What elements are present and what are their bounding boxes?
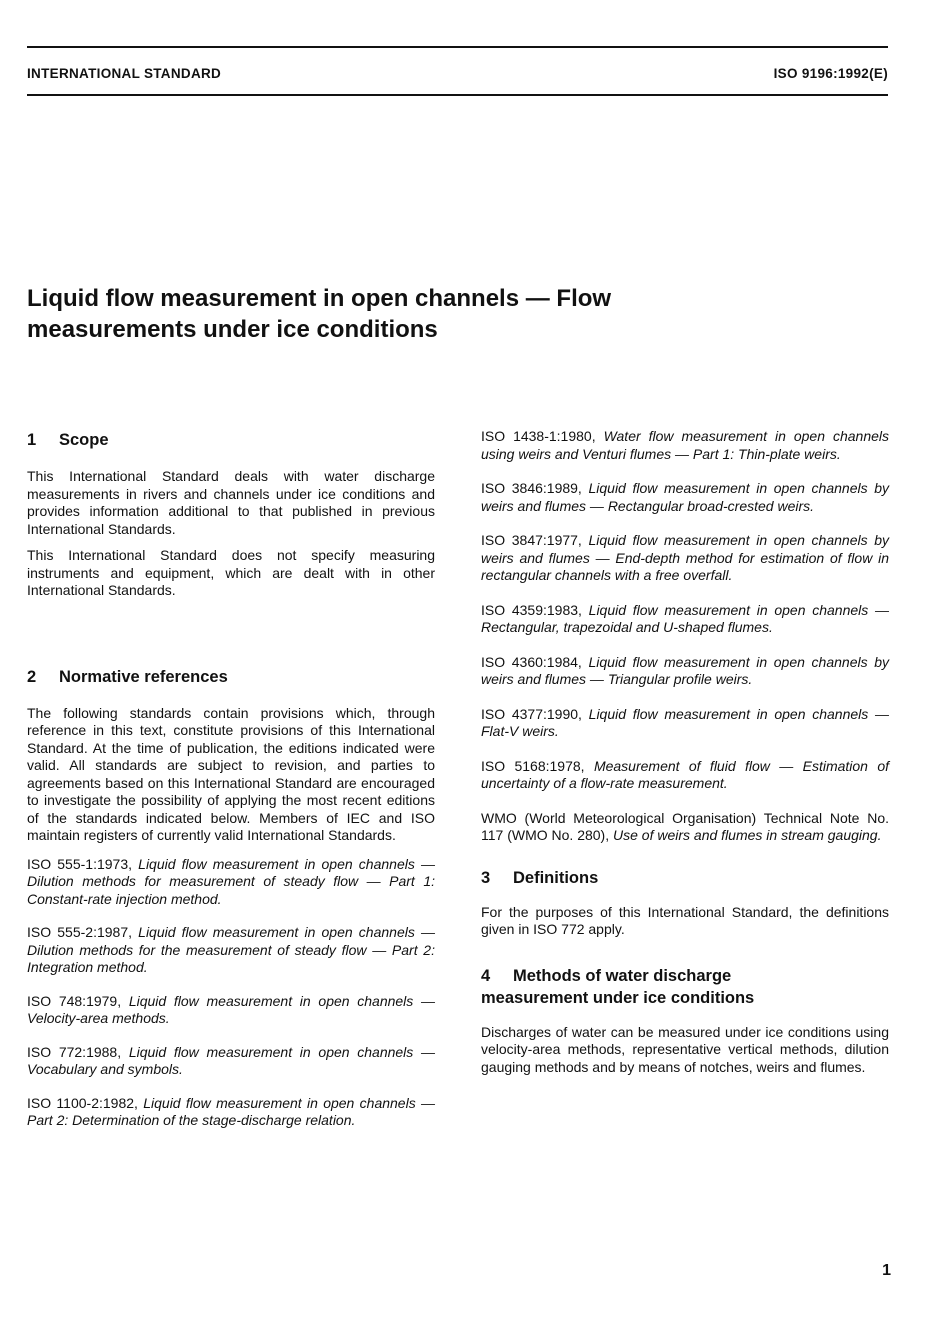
reference-title: Liquid flow measurement in open channels — Velocity-area methods. <box>27 992 436 1026</box>
header-bottom-rule <box>27 94 888 96</box>
reference-item <box>481 532 889 585</box>
section-number: 4 <box>481 966 491 985</box>
reference-item <box>481 428 889 463</box>
reference-code: ISO 5168:1978, <box>481 757 585 774</box>
reference-item <box>27 1044 435 1079</box>
reference-code: ISO 3847:1977, <box>481 532 582 548</box>
title-line-2: measurements under ice conditions <box>27 316 438 343</box>
reference-title: Measurement of fluid flow — Estimation of uncertainty of a flow-rate measurement. <box>481 757 890 791</box>
section-title-line-1: Methods of water discharge <box>513 966 732 985</box>
reference-title: Use of weirs and flumes in stream gauging. <box>613 827 882 843</box>
reference-item <box>27 856 435 909</box>
reference-code: WMO (World Meteorological Organisation) Technical Note No. 117 (WMO No. 280), <box>481 809 889 843</box>
reference-item <box>481 480 889 515</box>
reference-title: Liquid flow measurement in open channels by weirs and flumes — Triangular profile weirs. <box>481 653 890 687</box>
section-number: 3 <box>481 868 491 887</box>
reference-code: ISO 4377:1990, <box>481 705 582 722</box>
reference-code: ISO 555-1:1973, <box>27 855 132 872</box>
scope-paragraph-1: This International Standard deals with water discharge measurements in rivers and channels under ice conditions and provides information additional to that published in previous International Standards. <box>27 468 435 537</box>
scope-paragraph-2: This International Standard does not specify measuring instruments and equipment, which are dealt with in other International Standards. <box>27 547 435 598</box>
title-line-1: Liquid flow measurement in open channels — Flow <box>27 285 612 312</box>
reference-item <box>481 706 889 741</box>
definitions-paragraph: For the purposes of this International Standard, the definitions given in ISO 772 apply. <box>481 903 889 937</box>
reference-code: ISO 4360:1984, <box>481 653 582 670</box>
header-document-type: INTERNATIONAL STANDARD <box>27 66 222 81</box>
section-number: 1 <box>27 431 37 449</box>
reference-code: ISO 555-2:1987, <box>27 924 132 940</box>
reference-item <box>481 602 889 637</box>
reference-code: ISO 1100-2:1982, <box>27 1094 138 1111</box>
reference-code: ISO 772:1988, <box>27 1043 122 1060</box>
reference-title: Liquid flow measurement in open channels by weirs and flumes — Rectangular broad-crested weirs. <box>481 480 890 514</box>
section-3-heading <box>481 867 889 889</box>
document-title <box>27 283 787 345</box>
reference-title: Liquid flow measurement in open channels — Dilution methods for the measurement of steady flow — Part 2: Integration method. <box>27 924 435 975</box>
section-title: Definitions <box>513 868 599 887</box>
header-top-rule <box>27 46 888 48</box>
reference-item <box>481 810 889 845</box>
reference-code: ISO 1438-1:1980, <box>481 428 596 444</box>
header-standard-number: ISO 9196:1992(E) <box>773 66 888 81</box>
reference-code: ISO 3846:1989, <box>481 480 582 496</box>
reference-item <box>27 993 435 1028</box>
reference-title: Liquid flow measurement in open channels — Part 2: Determination of the stage-discharge relation. <box>27 1094 436 1128</box>
reference-item <box>27 924 435 977</box>
reference-title: Liquid flow measurement in open channels — Rectangular, trapezoidal and U-shaped flumes. <box>481 601 889 635</box>
section-1-heading <box>27 429 435 451</box>
left-column <box>27 424 435 1130</box>
section-2-heading <box>27 666 435 688</box>
reference-title: Liquid flow measurement in open channels — Vocabulary and symbols. <box>27 1043 436 1077</box>
reference-item <box>481 758 889 793</box>
section-title-line-2: measurement under ice conditions <box>481 988 755 1007</box>
right-column <box>481 424 889 1076</box>
reference-code: ISO 4359:1983, <box>481 601 582 618</box>
reference-item <box>27 1095 435 1130</box>
reference-item <box>481 654 889 689</box>
section-title: Normative references <box>59 667 228 686</box>
methods-paragraph: Discharges of water can be measured under ice conditions using velocity-area methods, representative vertical methods, dilution gauging methods and by means of notches, weirs and flumes. <box>481 1023 889 1075</box>
reference-code: ISO 748:1979, <box>27 992 122 1009</box>
section-number: 2 <box>27 667 37 686</box>
section-title: Scope <box>59 431 109 449</box>
normative-intro-paragraph: The following standards contain provisions which, through reference in this text, constitute provisions of this International Standard. At the time of publication, the editions indicated were valid. All standards are subject to revision, and parties to agreements based on this International Standard are encouraged to investigate the possibility of applying the most recent editions of the standards indicated below. Members of IEC and ISO maintain registers of currently valid International Standards. <box>27 704 435 843</box>
page-number: 1 <box>882 1262 891 1279</box>
section-4-heading <box>481 965 889 1009</box>
reference-title: Liquid flow measurement in open channels — Dilution methods for measurement of steady flow — Part 1: Constant-rate injection method. <box>27 855 435 907</box>
reference-title: Liquid flow measurement in open channels — Flat-V weirs. <box>481 705 889 739</box>
reference-title: Water flow measurement in open channels using weirs and Venturi flumes — Part 1: Thin-plate weirs. <box>481 428 890 462</box>
reference-title: Liquid flow measurement in open channels by weirs and flumes — End-depth method for estimation of flow in rectangular channels with a free overfall. <box>481 532 890 583</box>
